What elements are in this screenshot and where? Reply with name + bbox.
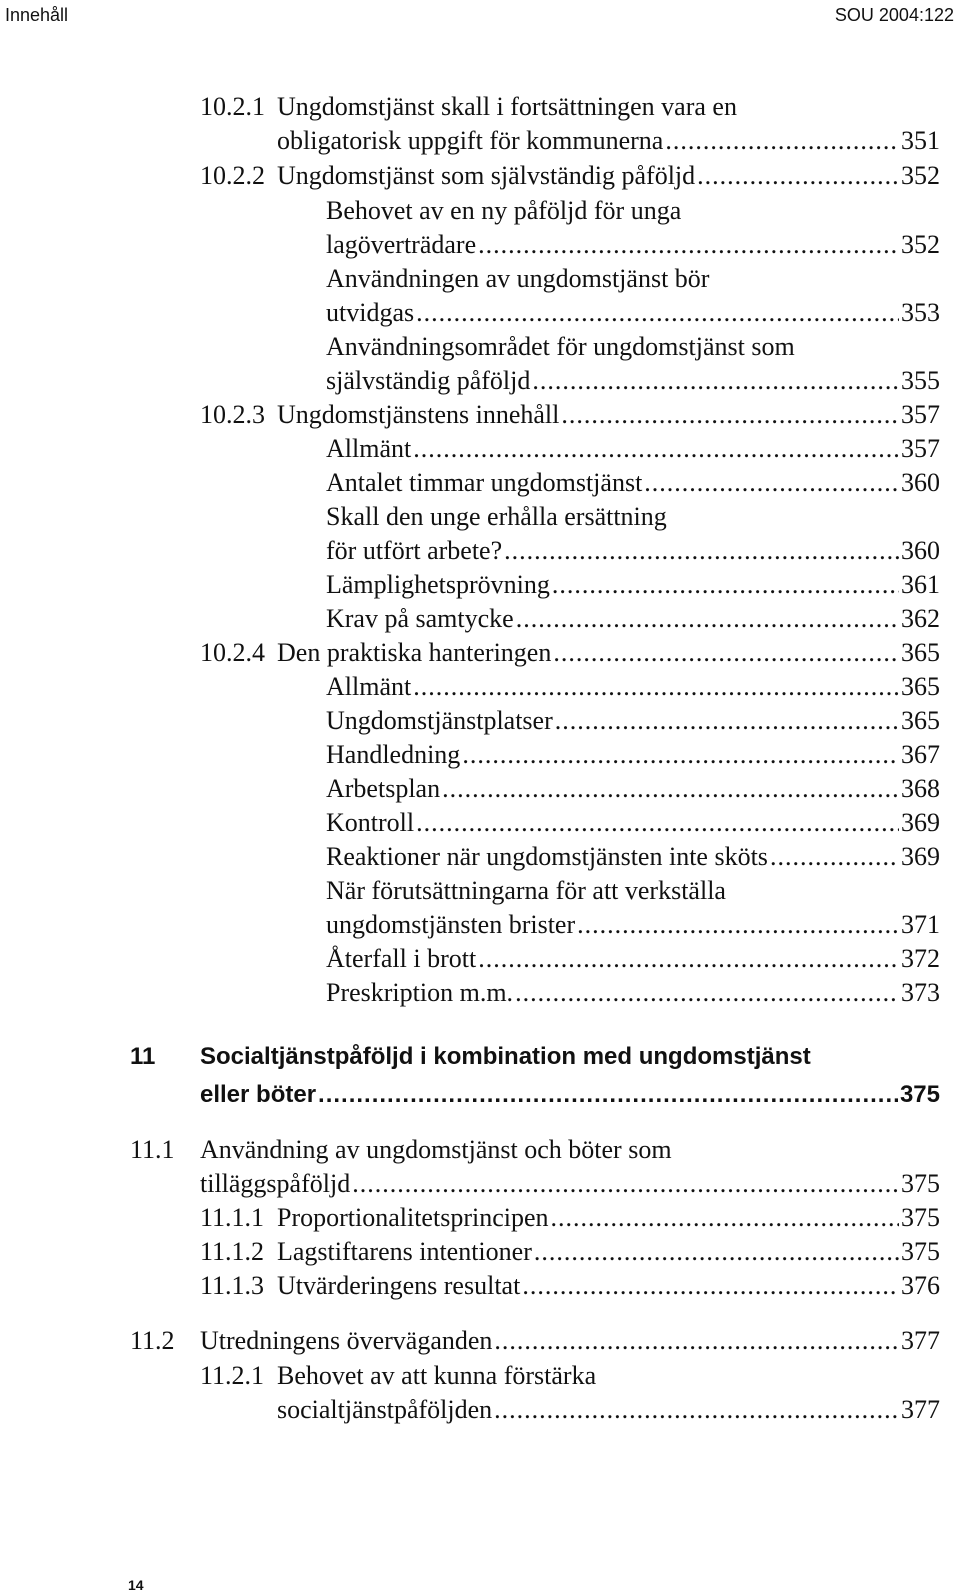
toc-entry-title: Proportionalitetsprincipen xyxy=(277,1203,549,1232)
toc-page-number: 352 xyxy=(901,230,940,259)
toc-entry-title: ungdomstjänsten brister xyxy=(326,910,576,939)
dot-leader xyxy=(697,159,899,193)
dot-leader xyxy=(462,738,899,772)
toc-page-number: 352 xyxy=(901,161,940,190)
toc-page-number: 375 xyxy=(901,1169,940,1198)
dot-leader xyxy=(413,670,899,704)
toc-chapter-title: eller böter xyxy=(200,1081,317,1108)
toc-page-number: 357 xyxy=(901,400,940,429)
dot-leader xyxy=(416,296,899,330)
toc-entry[interactable] xyxy=(326,262,940,296)
toc-entry[interactable] xyxy=(326,466,940,500)
toc-page-number: 357 xyxy=(901,434,940,463)
toc-entry[interactable] xyxy=(326,432,940,466)
toc-entry-title: Krav på samtycke xyxy=(326,604,514,633)
toc-page-number: 375 xyxy=(899,1081,940,1108)
toc-entry[interactable] xyxy=(326,228,940,262)
toc-entry-title: Reaktioner när ungdomstjänsten inte sköts xyxy=(326,842,768,871)
toc-entry[interactable] xyxy=(326,296,940,330)
toc-page-number: 351 xyxy=(901,126,940,155)
toc-page-number: 367 xyxy=(901,740,940,769)
toc-page-number: 369 xyxy=(901,842,940,871)
toc-entry-title: Ungdomstjänstens innehåll xyxy=(277,400,560,429)
toc-entry-title: Utredningens överväganden xyxy=(200,1326,493,1355)
toc-page-number: 365 xyxy=(901,672,940,701)
toc-page-number: 375 xyxy=(901,1203,940,1232)
toc-page-number: 377 xyxy=(901,1395,940,1424)
toc-entry[interactable] xyxy=(326,330,940,364)
toc-page-number: 368 xyxy=(901,774,940,803)
toc-entry-number: 11.2 xyxy=(130,1326,175,1355)
toc-page-number: 361 xyxy=(901,570,940,599)
toc-entry-title: Kontroll xyxy=(326,808,415,837)
toc-entry-title: utvidgas xyxy=(326,298,415,327)
dot-leader xyxy=(442,772,899,806)
toc-entry-title: Användningen av ungdomstjänst bör xyxy=(326,264,710,293)
toc-entry-title: Handledning xyxy=(326,740,461,769)
toc-page-number: 360 xyxy=(901,468,940,497)
toc-entry-title: Användning av ungdomstjänst och böter som xyxy=(200,1135,672,1164)
toc-entry-title: Utvärderingens resultat xyxy=(277,1271,521,1300)
dot-leader xyxy=(552,568,899,602)
toc-entry-number: 11.1 xyxy=(130,1135,175,1164)
toc-entry[interactable] xyxy=(326,738,940,772)
toc-entry-number: 10.2.4 xyxy=(200,638,265,667)
toc-entry-number: 11.1.2 xyxy=(200,1237,265,1266)
toc-entry[interactable] xyxy=(326,772,940,806)
toc-entry[interactable] xyxy=(326,874,940,908)
toc-entry-title: Den praktiska hanteringen xyxy=(277,638,552,667)
toc-page-number: 369 xyxy=(901,808,940,837)
toc-page-number: 372 xyxy=(901,944,940,973)
toc-entry-title: När förutsättningarna för att verkställa xyxy=(326,876,726,905)
dot-leader xyxy=(494,1393,899,1427)
dot-leader xyxy=(516,602,899,636)
toc-entry-number: 10.2.3 xyxy=(200,400,265,429)
toc-entry-title: obligatorisk uppgift för kommunerna xyxy=(277,126,664,155)
toc-entry-title: Behovet av en ny påföljd för unga xyxy=(326,196,682,225)
toc-page-number: 353 xyxy=(901,298,940,327)
toc-page-number: 377 xyxy=(901,1326,940,1355)
toc-entry[interactable] xyxy=(277,1393,940,1427)
toc-entry-number: 11.1.1 xyxy=(200,1203,265,1232)
dot-leader xyxy=(413,432,899,466)
toc-entry-title: Ungdomstjänstplatser xyxy=(326,706,553,735)
toc-entry-title: Ungdomstjänst som självständig påföljd xyxy=(277,161,696,190)
dot-leader xyxy=(553,636,899,670)
dot-leader xyxy=(522,1269,899,1303)
toc-page-number: 362 xyxy=(901,604,940,633)
toc-entry[interactable] xyxy=(326,806,940,840)
dot-leader xyxy=(504,534,899,568)
toc-entry[interactable] xyxy=(200,398,940,432)
page-number: 14 xyxy=(128,1577,144,1593)
toc-entry-number: 11.2.1 xyxy=(200,1361,265,1390)
toc-entry-title: Återfall i brott xyxy=(326,944,477,973)
dot-leader xyxy=(478,228,899,262)
toc-entry[interactable] xyxy=(277,124,940,158)
toc-entry[interactable] xyxy=(200,90,940,124)
dot-leader xyxy=(577,908,899,942)
toc-entry[interactable] xyxy=(326,704,940,738)
toc-page-number: 365 xyxy=(901,638,940,667)
toc-page-number: 371 xyxy=(901,910,940,939)
toc-entry[interactable] xyxy=(326,500,940,534)
toc-entry[interactable] xyxy=(130,1133,940,1167)
toc-entry-title: Arbetsplan xyxy=(326,774,441,803)
toc-entry-title: socialtjänstpåföljden xyxy=(277,1395,493,1424)
toc-entry-number: 10.2.2 xyxy=(200,161,265,190)
toc-entry-title: Användningsområdet för ungdomstjänst som xyxy=(326,332,795,361)
dot-leader xyxy=(352,1167,899,1201)
toc-entry-title: lagöverträdare xyxy=(326,230,477,259)
toc-entry[interactable] xyxy=(326,602,940,636)
toc-entry[interactable] xyxy=(200,636,940,670)
toc-entry[interactable] xyxy=(200,1359,940,1393)
toc-entry[interactable] xyxy=(200,1235,940,1269)
toc-chapter-title: Socialtjänstpåföljd i kombination med ungdomstjänst xyxy=(200,1043,811,1070)
toc-entry[interactable] xyxy=(326,194,940,228)
toc-entry-title: Antalet timmar ungdomstjänst xyxy=(326,468,643,497)
toc-entry-title: Ungdomstjänst skall i fortsättningen vara en xyxy=(277,92,737,121)
toc-page-number: 365 xyxy=(901,706,940,735)
toc-entry-title: Lagstiftarens intentioner xyxy=(277,1237,532,1266)
toc-entry[interactable] xyxy=(200,1269,940,1303)
toc-chapter-number: 11 xyxy=(130,1043,156,1070)
toc-entry[interactable] xyxy=(326,942,940,976)
toc-entry-title: Behovet av att kunna förstärka xyxy=(277,1361,597,1390)
toc-entry[interactable] xyxy=(326,670,940,704)
toc-entry-title: för utfört arbete? xyxy=(326,536,503,565)
dot-leader xyxy=(561,398,899,432)
header-section-title: Innehåll xyxy=(5,5,69,25)
toc-page-number: 373 xyxy=(901,978,940,1007)
toc-entry[interactable] xyxy=(130,1324,940,1358)
toc-page-number: 355 xyxy=(901,366,940,395)
dot-leader xyxy=(318,1078,898,1112)
toc-entry-title: Skall den unge erhålla ersättning xyxy=(326,502,667,531)
toc-entry-title: tilläggspåföljd xyxy=(200,1169,351,1198)
dot-leader xyxy=(494,1324,899,1358)
dot-leader xyxy=(515,976,899,1010)
dot-leader xyxy=(532,364,899,398)
toc-entry[interactable] xyxy=(200,1167,940,1201)
dot-leader xyxy=(644,466,899,500)
toc-entry[interactable] xyxy=(326,976,940,1010)
toc-entry-title: Preskription m.m. xyxy=(326,978,514,1007)
header-report-id: SOU 2004:122 xyxy=(834,5,954,25)
dot-leader xyxy=(665,124,899,158)
toc-entry-title: Lämplighetsprövning xyxy=(326,570,550,599)
dot-leader xyxy=(534,1235,899,1269)
toc-entry[interactable] xyxy=(326,908,940,942)
toc-entry-title: Allmänt xyxy=(326,672,412,701)
running-header xyxy=(0,0,960,34)
dot-leader xyxy=(478,942,899,976)
toc-chapter-entry[interactable] xyxy=(200,1078,940,1112)
dot-leader xyxy=(551,1201,899,1235)
toc-entry-title: självständig påföljd xyxy=(326,366,531,395)
toc-page-number: 360 xyxy=(901,536,940,565)
toc-chapter-entry[interactable] xyxy=(130,1040,940,1074)
toc-entry[interactable] xyxy=(200,159,940,193)
dot-leader xyxy=(416,806,899,840)
toc-entry[interactable] xyxy=(326,568,940,602)
toc-entry[interactable] xyxy=(326,840,940,874)
toc-entry-number: 11.1.3 xyxy=(200,1271,265,1300)
toc-entry[interactable] xyxy=(200,1201,940,1235)
toc-page-number: 375 xyxy=(901,1237,940,1266)
dot-leader xyxy=(555,704,899,738)
dot-leader xyxy=(770,840,899,874)
toc-entry[interactable] xyxy=(326,364,940,398)
toc-entry-title: Allmänt xyxy=(326,434,412,463)
toc-entry-number: 10.2.1 xyxy=(200,92,265,121)
toc-entry[interactable] xyxy=(326,534,940,568)
toc-page-number: 376 xyxy=(901,1271,940,1300)
